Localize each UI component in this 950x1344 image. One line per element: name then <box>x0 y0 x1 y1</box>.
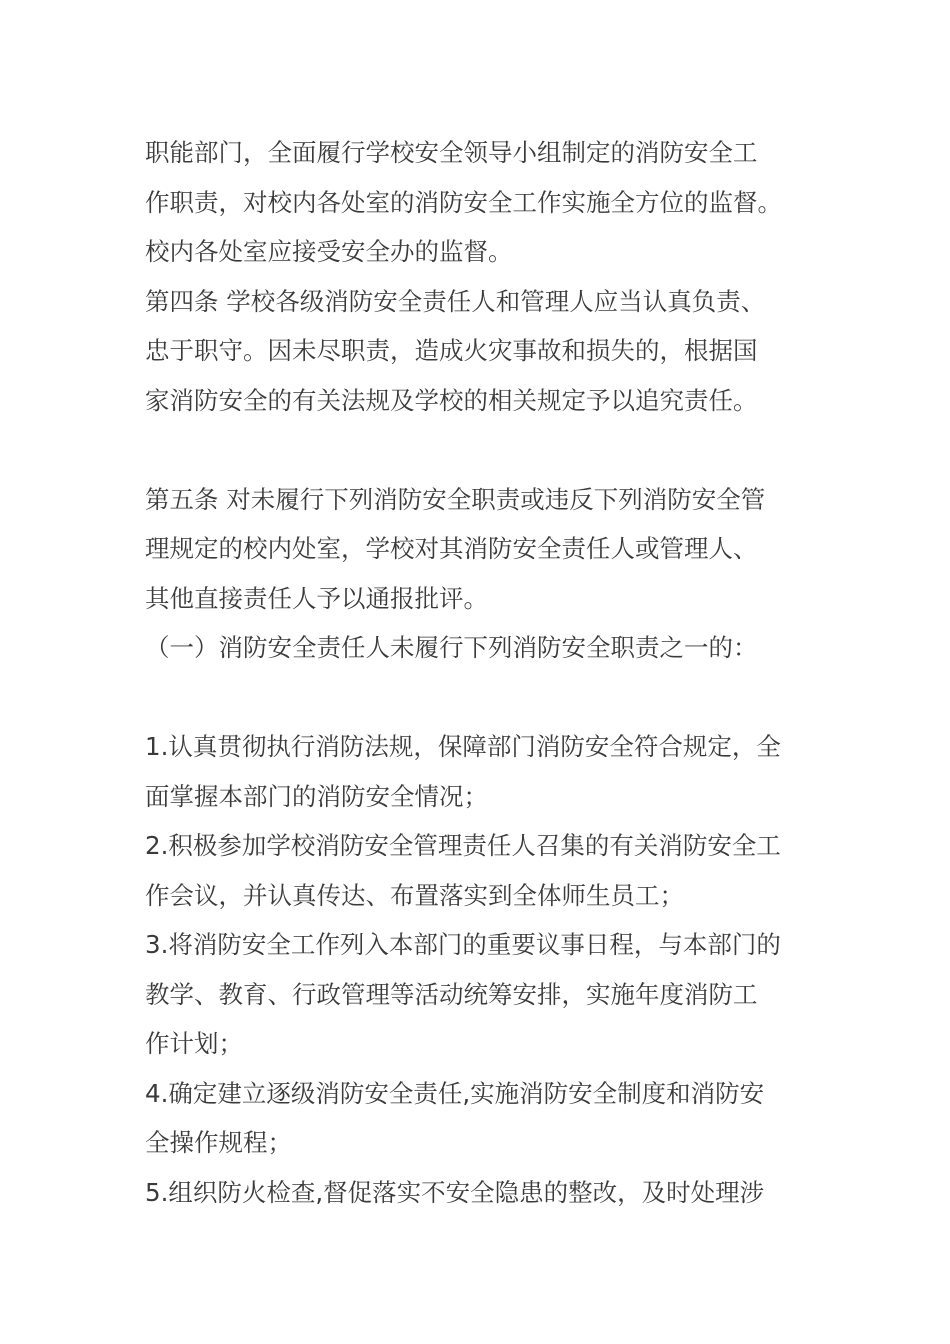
subsection-heading-line: （一）消防安全责任人未履行下列消防安全职责之一的： <box>145 633 758 662</box>
text-line: 作会议，并认真传达、布置落实到全体师生员工； <box>145 880 684 910</box>
list-item-2-line: 2.积极参加学校消防安全管理责任人召集的有关消防安全工 <box>145 831 781 860</box>
article-5-heading-line: 第五条 对未履行下列消防安全职责或违反下列消防安全管 <box>145 484 766 514</box>
list-item-1-line: 1.认真贯彻执行消防法规，保障部门消防安全符合规定，全 <box>145 732 781 761</box>
list-item-5-line: 5.组织防火检查,督促落实不安全隐患的整改，及时处理涉 <box>145 1177 765 1207</box>
text-line: 校内各处室应接受安全办的监督。 <box>145 237 513 266</box>
text-line: 面掌握本部门的消防安全情况； <box>145 781 488 811</box>
text-line: 忠于职守。因未尽职责，造成火灾事故和损失的，根据国 <box>145 336 758 365</box>
text-line: 作职责，对校内各处室的消防安全工作实施全方位的监督。 <box>145 187 782 217</box>
text-line: 理规定的校内处室，学校对其消防安全责任人或管理人、 <box>145 534 758 563</box>
document-body <box>145 128 820 1217</box>
blank-line <box>145 425 820 475</box>
blank-line <box>145 673 820 723</box>
text-line: 作计划； <box>145 1029 243 1058</box>
text-line: 职能部门，全面履行学校安全领导小组制定的消防安全工 <box>145 138 758 167</box>
text-line: 其他直接责任人予以通报批评。 <box>145 583 488 613</box>
article-4-heading-line: 第四条 学校各级消防安全责任人和管理人应当认真负责、 <box>145 286 766 316</box>
text-line: 全操作规程； <box>145 1128 292 1157</box>
text-line: 家消防安全的有关法规及学校的相关规定予以追究责任。 <box>145 385 758 415</box>
text-line: 教学、教育、行政管理等活动统筹安排，实施年度消防工 <box>145 979 758 1009</box>
list-item-3-line: 3.将消防安全工作列入本部门的重要议事日程，与本部门的 <box>145 930 781 959</box>
list-item-4-line: 4.确定建立逐级消防安全责任,实施消防安全制度和消防安 <box>145 1078 765 1108</box>
